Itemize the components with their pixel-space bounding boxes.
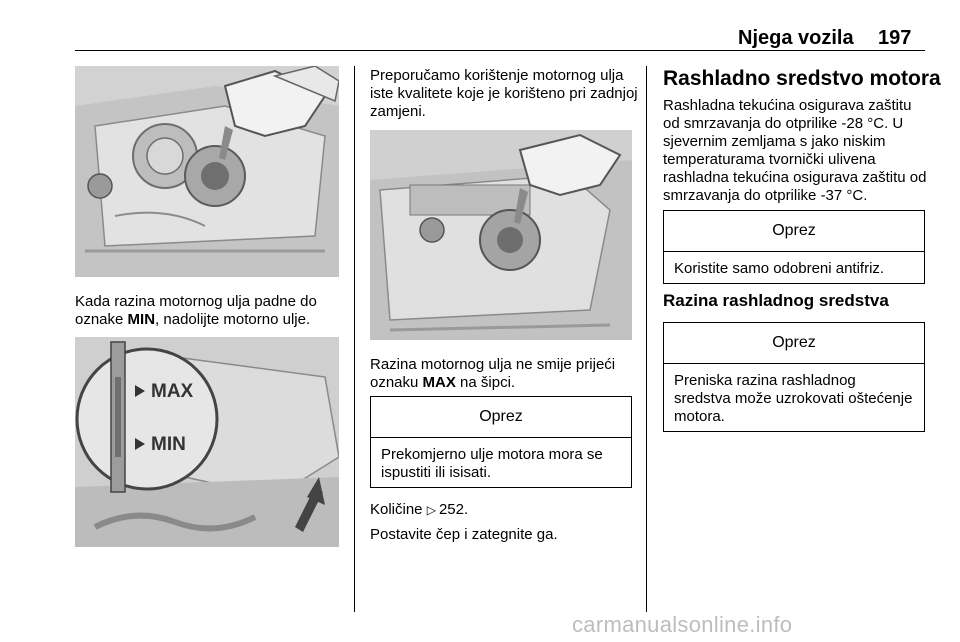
engine-oil-pour-illustration <box>75 66 339 277</box>
column-divider-1 <box>354 66 355 612</box>
caution-text: Prekomjerno ulje motora mora se ispustiti ili isisati. <box>381 446 603 481</box>
caution-title: Oprez <box>664 211 924 252</box>
oil-max-paragraph <box>370 356 638 392</box>
oil-max-text-a: Razina motornog ulja ne smije prijeći oznaku <box>370 356 616 391</box>
header-title: Njega vozila <box>738 27 854 49</box>
quantities-page: 252. <box>438 501 469 518</box>
oil-max-text-b: na šipci. <box>455 374 516 391</box>
caution-text: Koristite samo odobreni antifriz. <box>674 260 885 277</box>
subsection-title: Razina rashladnog sredstva <box>663 291 889 310</box>
caution-title: Oprez <box>664 323 924 364</box>
dipstick-max-label: MAX <box>151 381 194 402</box>
oil-min-text-c: , nadolijte motorno ulje. <box>155 311 311 328</box>
min-marker-text: MIN <box>127 311 156 328</box>
caution-title: Oprez <box>371 397 631 438</box>
page-number: 197 <box>878 27 912 49</box>
coolant-paragraph: Rashladna tekućina osigurava zaštitu od smrzavanja do otprilike -28 °C. U sjevernim zemljama s jako niskim temperaturama tvornički ulivena rashladna tekućina osigurava zaštitu od smrzavanja do otprilike -37 °C. <box>663 97 927 204</box>
dipstick-illustration <box>75 337 339 547</box>
oil-min-paragraph <box>75 293 345 329</box>
header-rule <box>75 50 925 51</box>
quantities-paragraph <box>370 501 638 519</box>
oil-min-text-b: oznake <box>75 311 128 328</box>
caution-box-excess-oil <box>370 396 632 488</box>
watermark: carmanualsonline.info <box>572 612 793 637</box>
caution-box-coolant-level <box>663 322 925 432</box>
caution-box-antifreeze <box>663 210 925 284</box>
section-title: Rashladno sredstvo motora <box>663 67 941 90</box>
quantities-label: Količine <box>370 501 427 518</box>
oil-min-text-a: Kada razina motornog ulja padne do <box>75 293 317 310</box>
cap-paragraph: Postavite čep i zategnite ga. <box>370 526 558 543</box>
oil-filler-illustration <box>370 130 632 340</box>
column-divider-2 <box>646 66 647 612</box>
max-marker-text: MAX <box>422 374 456 391</box>
page-reference-icon: ▷ <box>426 503 436 517</box>
dipstick-min-label: MIN <box>151 434 186 455</box>
oil-quality-paragraph: Preporučamo korištenje motornog ulja iste kvalitete koje je korišteno pri zadnjoj zamjeni. <box>370 67 638 120</box>
caution-text: Preniska razina rashladnog sredstva može uzrokovati oštećenje motora. <box>674 372 913 425</box>
